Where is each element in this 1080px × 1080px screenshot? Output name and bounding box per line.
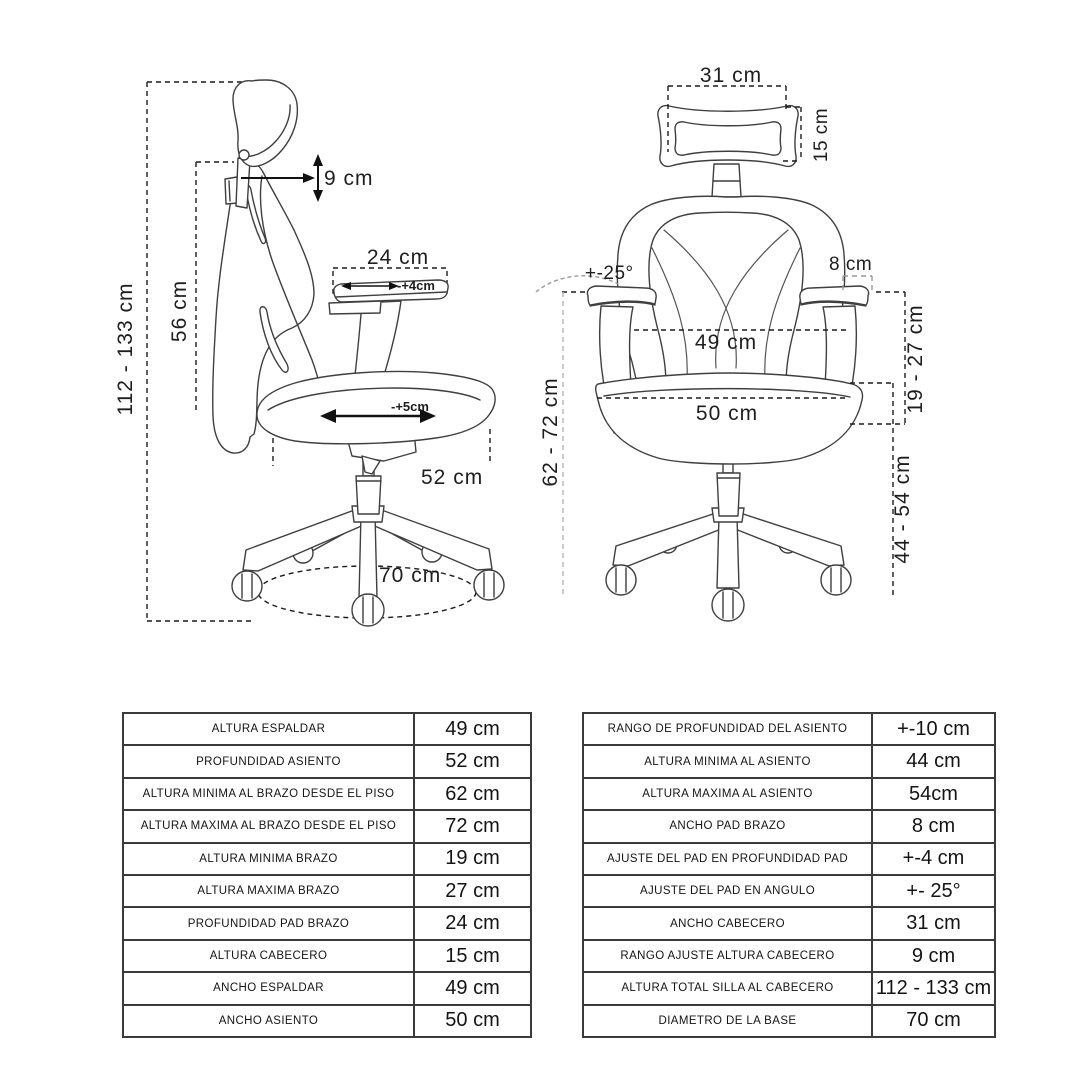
spec-value: 49 cm xyxy=(445,717,500,740)
spec-label: PROFUNDIDAD ASIENTO xyxy=(124,746,415,776)
table-row xyxy=(124,906,530,938)
dim-armpad-adjust-label: -+4cm xyxy=(397,278,435,293)
spec-value: 50 cm xyxy=(445,1009,500,1032)
spec-label: ANCHO PAD BRAZO xyxy=(584,811,873,841)
spec-label: AJUSTE DEL PAD EN PROFUNDIDAD PAD xyxy=(584,844,873,874)
front-chair-drawing xyxy=(587,106,868,621)
dim-armpad-depth-label: 24 cm xyxy=(366,246,430,269)
spec-value: 44 cm xyxy=(906,750,961,773)
dim-headrest-range-label: 9 cm xyxy=(324,167,374,190)
dim-arm-floor-range-label: 62 - 72 cm xyxy=(539,377,562,487)
spec-value: +-4 cm xyxy=(902,847,965,870)
spec-label: RANGO AJUSTE ALTURA CABECERO xyxy=(584,941,873,971)
dim-total-height-label: 112 - 133 cm xyxy=(114,282,137,416)
spec-value: 24 cm xyxy=(445,912,500,935)
dim-seat-depth-label: 52 cm xyxy=(421,466,484,489)
dim-headrest-width-label: 31 cm xyxy=(699,64,763,87)
table-row xyxy=(124,971,530,1003)
spec-label: ALTURA MAXIMA AL ASIENTO xyxy=(584,779,873,809)
spec-value: 31 cm xyxy=(906,912,961,935)
table-row xyxy=(584,744,994,776)
table-row xyxy=(584,874,994,906)
table-row xyxy=(584,971,994,1003)
table-row xyxy=(124,777,530,809)
spec-value: 49 cm xyxy=(445,976,500,999)
dim-arm-height-range-label: 19 - 27 cm xyxy=(904,304,927,414)
dim-base-diameter-label: 70 cm xyxy=(379,564,442,587)
table-row xyxy=(124,714,530,744)
table-row xyxy=(584,809,994,841)
dim-back-height-label: 56 cm xyxy=(168,279,191,343)
spec-value: 112 - 133 cm xyxy=(875,976,992,999)
table-row xyxy=(124,1004,530,1036)
table-row xyxy=(584,939,994,971)
table-row xyxy=(124,809,530,841)
dim-back-width-label: 49 cm xyxy=(694,331,758,354)
spec-label: ANCHO CABECERO xyxy=(584,908,873,938)
spec-label: ALTURA MINIMA AL ASIENTO xyxy=(584,746,873,776)
spec-table-right xyxy=(582,712,996,1038)
spec-label: ALTURA MAXIMA BRAZO xyxy=(124,876,415,906)
spec-value: +- 25° xyxy=(906,879,961,902)
dim-pad-width-label: 8 cm xyxy=(829,254,873,275)
spec-label: ALTURA CABECERO xyxy=(124,941,415,971)
spec-value: 52 cm xyxy=(445,750,500,773)
spec-value: 9 cm xyxy=(911,944,956,967)
dim-seat-width-label: 50 cm xyxy=(695,402,759,425)
spec-value: 27 cm xyxy=(445,879,500,902)
dim-pad-angle-label: +-25° xyxy=(585,263,634,284)
dim-headrest-height-label: 15 cm xyxy=(811,107,832,163)
table-row xyxy=(124,939,530,971)
spec-label: ALTURA MAXIMA AL BRAZO DESDE EL PISO xyxy=(124,811,415,841)
spec-value: 62 cm xyxy=(445,782,500,805)
table-row xyxy=(584,1004,994,1036)
spec-label: ANCHO ASIENTO xyxy=(124,1006,415,1036)
spec-table-left xyxy=(122,712,532,1038)
table-row xyxy=(584,714,994,744)
dim-seat-slide-label: -+5cm xyxy=(391,399,429,414)
spec-value: 72 cm xyxy=(445,814,500,837)
dim-seat-height-range-label: 44 - 54 cm xyxy=(891,454,914,564)
spec-label: ALTURA MINIMA AL BRAZO DESDE EL PISO xyxy=(124,779,415,809)
side-chair-drawing xyxy=(213,80,504,626)
spec-value: 15 cm xyxy=(445,944,500,967)
spec-label: RANGO DE PROFUNDIDAD DEL ASIENTO xyxy=(584,714,873,744)
spec-label: ALTURA ESPALDAR xyxy=(124,714,415,744)
spec-label: ALTURA TOTAL SILLA AL CABECERO xyxy=(584,973,873,1003)
spec-label: DIAMETRO DE LA BASE xyxy=(584,1006,873,1036)
spec-label: AJUSTE DEL PAD EN ANGULO xyxy=(584,876,873,906)
table-row xyxy=(584,906,994,938)
spec-value: 70 cm xyxy=(906,1009,961,1032)
table-row xyxy=(124,842,530,874)
spec-value: +-10 cm xyxy=(897,717,970,740)
spec-label: ALTURA MINIMA BRAZO xyxy=(124,844,415,874)
spec-value: 54cm xyxy=(909,782,958,805)
table-row xyxy=(124,744,530,776)
table-row xyxy=(124,874,530,906)
spec-label: ANCHO ESPALDAR xyxy=(124,973,415,1003)
spec-value: 19 cm xyxy=(445,847,500,870)
spec-value: 8 cm xyxy=(911,814,956,837)
table-row xyxy=(584,777,994,809)
spec-label: PROFUNDIDAD PAD BRAZO xyxy=(124,908,415,938)
table-row xyxy=(584,842,994,874)
